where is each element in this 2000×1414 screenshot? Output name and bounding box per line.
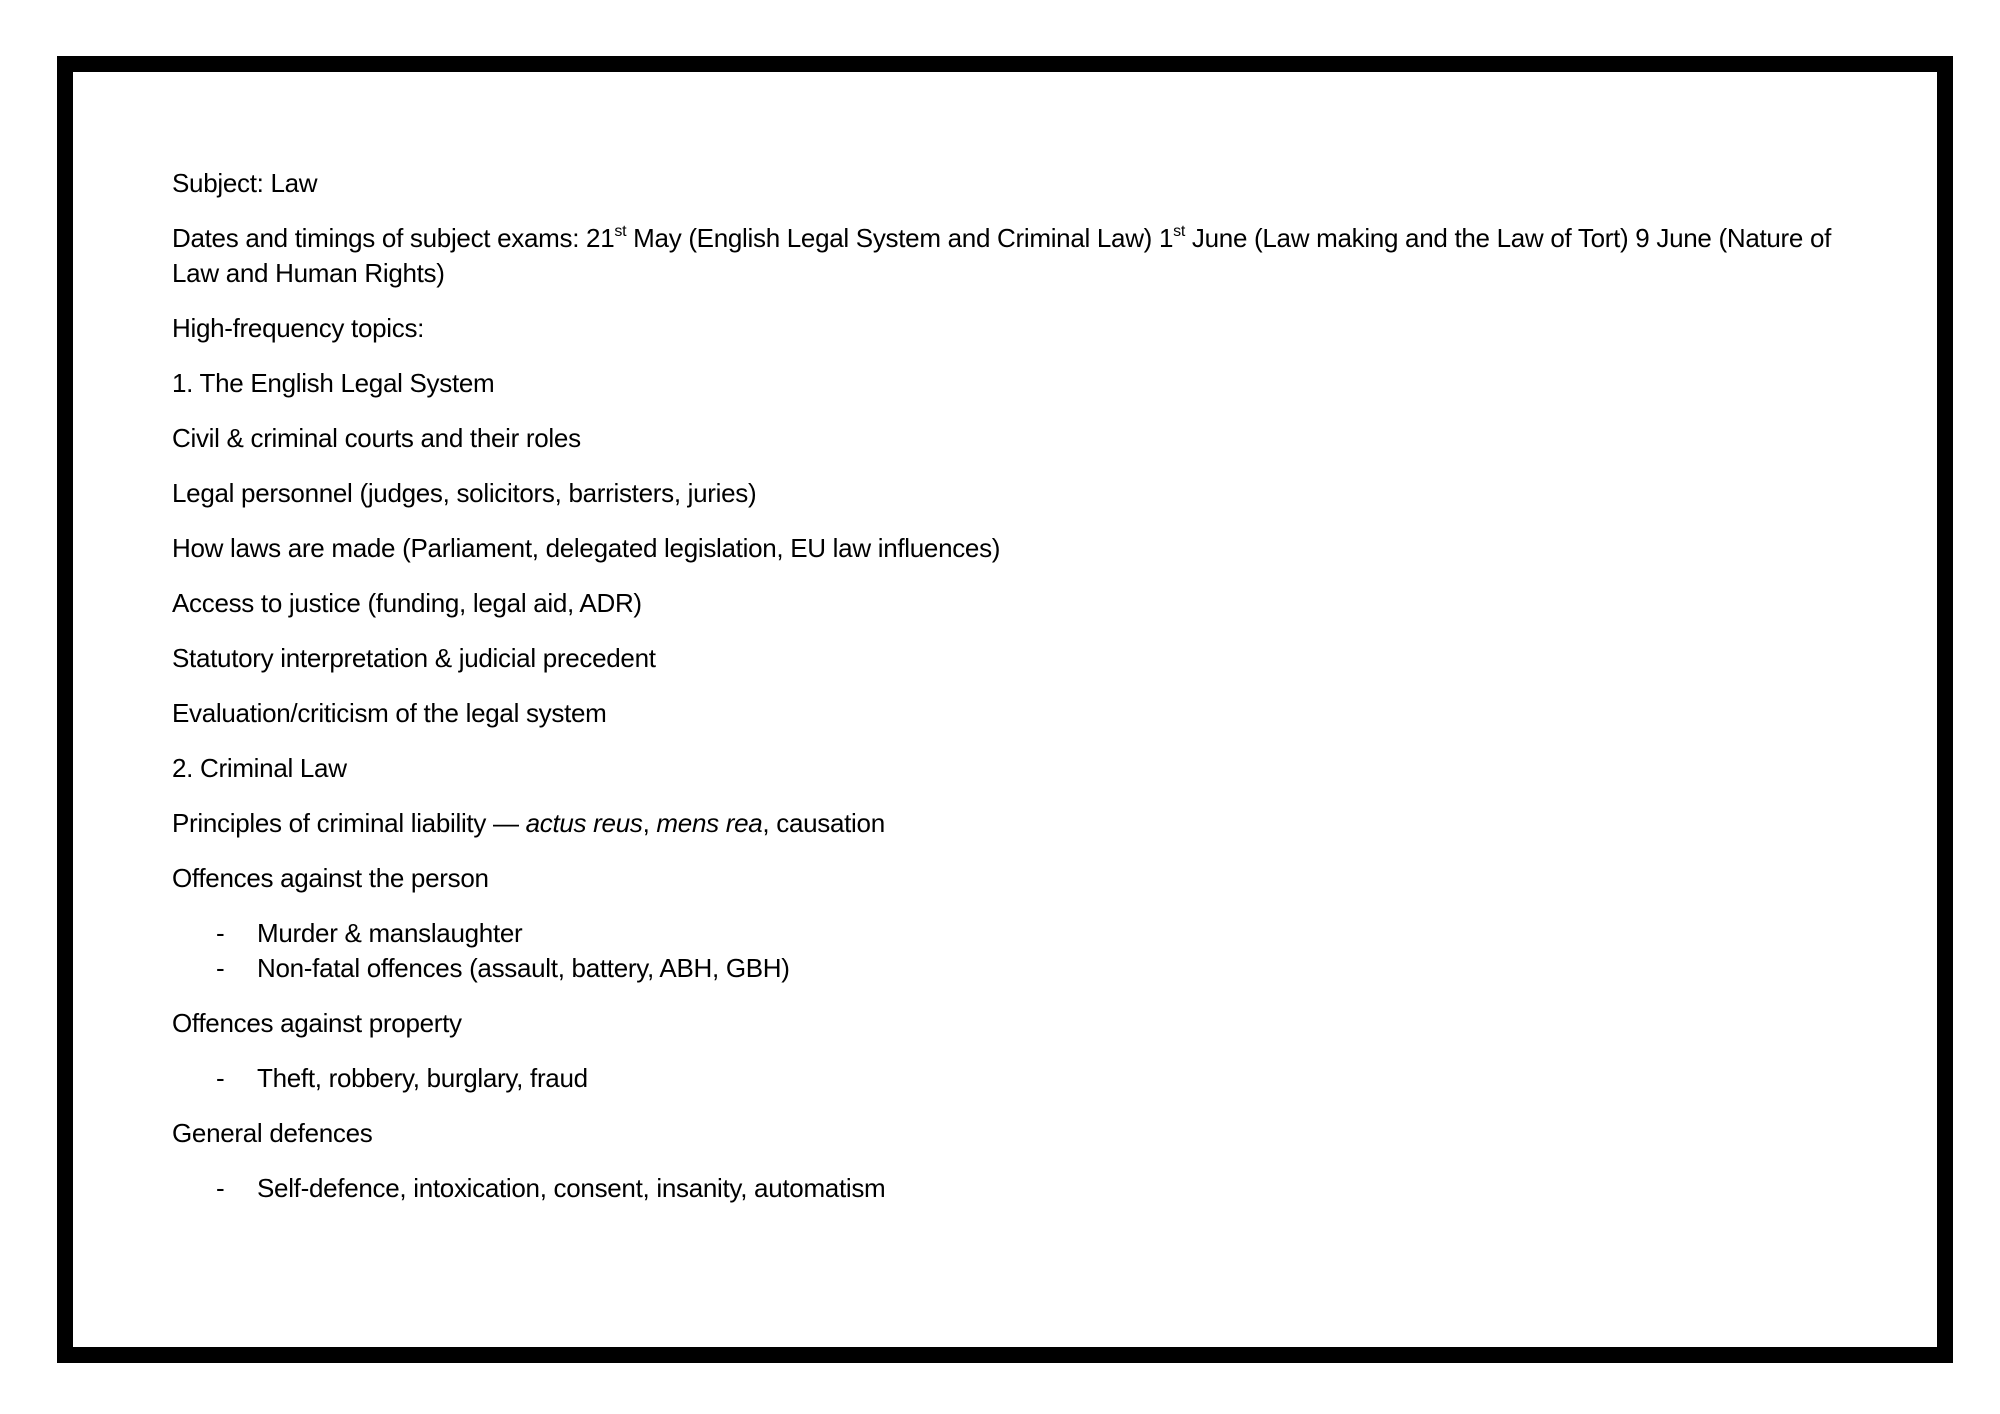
dash-bullet: - — [216, 918, 225, 948]
dash-bullet: - — [216, 953, 225, 983]
term-mens-rea: mens rea — [656, 808, 763, 838]
offences-property-list — [172, 1061, 1832, 1096]
dash-bullet: - — [216, 1173, 225, 1203]
exam-dates — [172, 221, 1832, 291]
list-item — [172, 916, 1832, 951]
subject-line: Subject: Law — [172, 168, 318, 198]
list-item-text: Non-fatal offences (assault, battery, ABH, GBH) — [257, 953, 790, 983]
exam-dates-middle: May (English Legal System and Criminal Law) 1 — [626, 223, 1174, 253]
offences-person-list — [172, 916, 1832, 986]
principles-line — [172, 806, 1832, 841]
topic-item: How laws are made (Parliament, delegated legislation, EU law influences) — [172, 533, 1001, 563]
list-item-text: Murder & manslaughter — [257, 918, 523, 948]
exam-dates-prefix: Dates and timings of subject exams: 21 — [172, 223, 615, 253]
ordinal-suffix: st — [1173, 223, 1185, 240]
principles-separator: , — [642, 808, 657, 838]
term-actus-reus: actus reus — [525, 808, 643, 838]
principles-prefix: Principles of criminal liability — — [172, 808, 526, 838]
list-item-text: Self-defence, intoxication, consent, insanity, automatism — [257, 1173, 886, 1203]
general-defences-list — [172, 1171, 1832, 1206]
topic-item: Legal personnel (judges, solicitors, barristers, juries) — [172, 478, 757, 508]
list-item-text: Theft, robbery, burglary, fraud — [257, 1063, 588, 1093]
topics-heading: High-frequency topics: — [172, 313, 425, 343]
section-title-english-legal-system: 1. The English Legal System — [172, 368, 495, 398]
topic-item: Civil & criminal courts and their roles — [172, 423, 581, 453]
exam-dates-rest: June (Law making and the Law of Tort) 9 June (Nature of Law and Human Rights) — [172, 223, 1832, 288]
topic-item: Statutory interpretation & judicial precedent — [172, 643, 656, 673]
document-body — [172, 166, 1832, 1226]
list-item — [172, 1061, 1832, 1096]
list-item — [172, 951, 1832, 986]
subheading-offences-person: Offences against the person — [172, 863, 489, 893]
subheading-general-defences: General defences — [172, 1118, 373, 1148]
subheading-offences-property: Offences against property — [172, 1008, 462, 1038]
ordinal-suffix: st — [614, 223, 627, 240]
topic-item: Access to justice (funding, legal aid, ADR) — [172, 588, 642, 618]
principles-suffix: , causation — [762, 808, 885, 838]
section-title-criminal-law: 2. Criminal Law — [172, 753, 347, 783]
topic-item: Evaluation/criticism of the legal system — [172, 698, 607, 728]
dash-bullet: - — [216, 1063, 225, 1093]
list-item — [172, 1171, 1832, 1206]
